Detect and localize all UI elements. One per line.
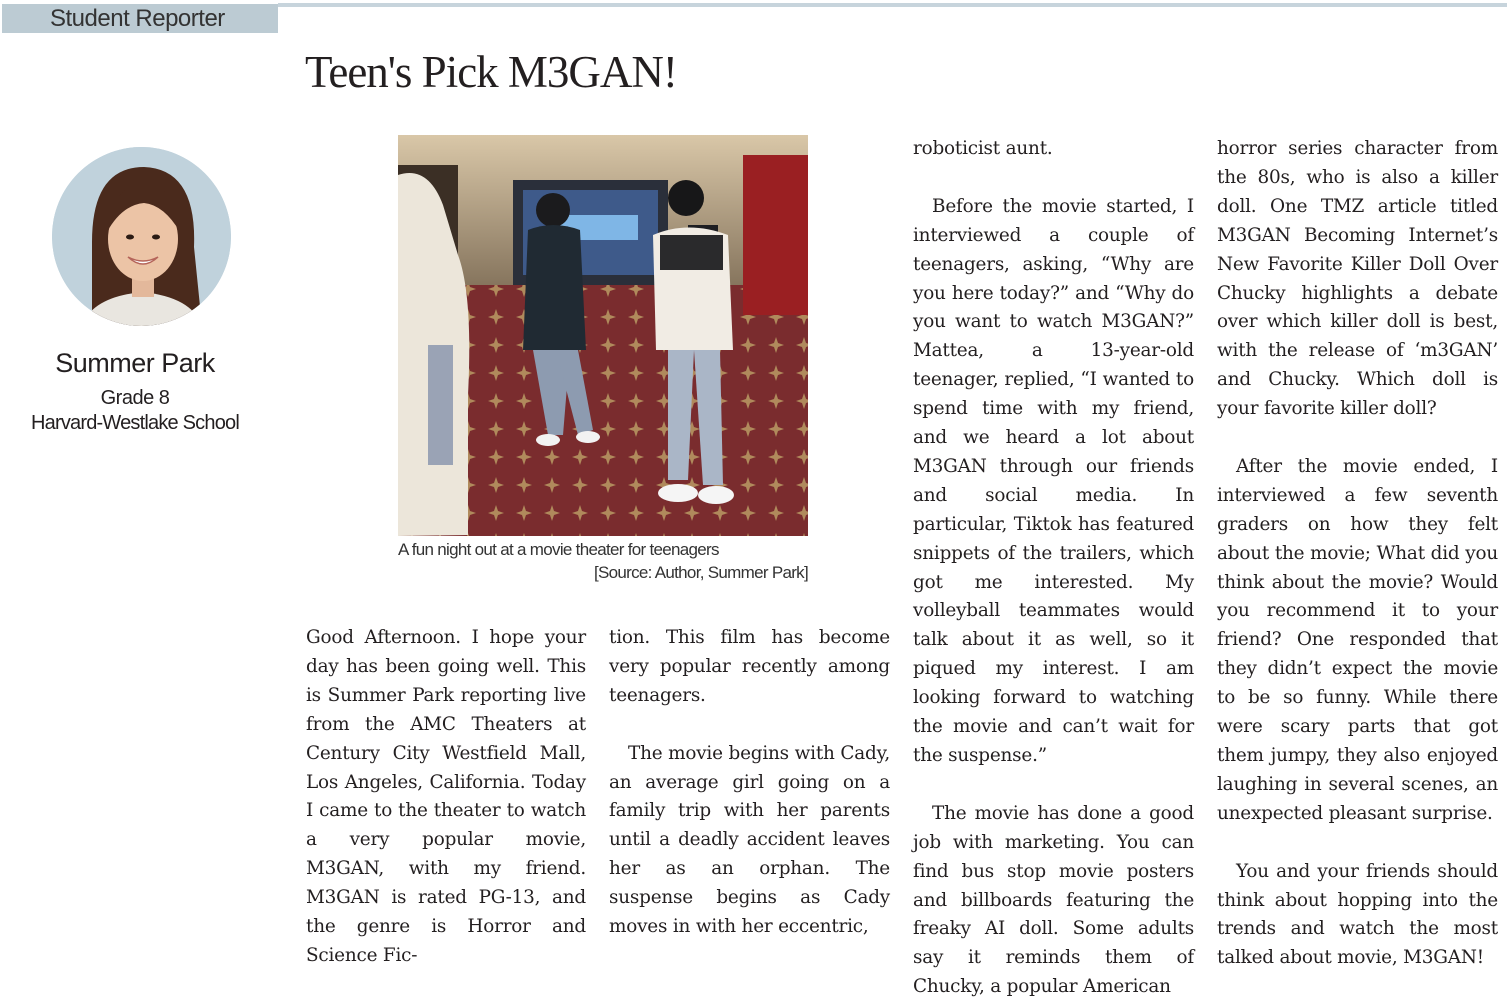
article-column-3 [913,135,1194,1002]
author-grade: Grade 8 [100,387,170,409]
author-school: Harvard-Westlake School [31,412,239,434]
paragraph: The movie begins with Cady, an average girl going on a family trip with her parents until a deadly accident leaves her as an orphan. The suspense begins as Cady moves in with her eccentric, [609,742,890,938]
author-portrait-icon [52,147,231,326]
author-avatar [52,147,231,326]
paragraph: After the movie ended, I interviewed a few seventh graders on how they felt about the movie; What did you think about the movie? Would you recommend it to your friend? One responded that they didn’t expect the movie to be so funny. While there were scary parts that got them jumpy, they also enjoyed laughing in several scenes, an unexpected pleasant surprise. [1217,455,1498,824]
photo-caption [398,540,808,583]
paragraph: You and your friends should think about hopping into the trends and watch the most talked about movie, M3GAN! [1217,860,1498,969]
paragraph: Before the movie started, I interviewed a couple of teenagers, asking, “Why are you here today?” and “Why do you want to watch M3GAN?” Mattea, a 13-year-old teenager, replied, “I wanted to spend time with my friend, and we heard a lot about M3GAN through our friends and social media. In particular, Tiktok has featured snippets of the trailers, which got me interested. My volleyball teammates would talk about it as well, so it piqued my interest. I am looking forward to watching the movie and can’t wait for the suspense.” [913,195,1194,767]
paragraph: The movie has done a good job with marketing. You can find bus stop movie posters and billboards featuring the freaky AI doll. Some adults say it reminds them of Chucky, a popular American [913,802,1194,998]
caption-source: [Source: Author, Summer Park] [593,563,808,582]
header-rule [278,3,1507,7]
article-headline: Teen's Pick M3GAN! [305,47,677,97]
article-photo [398,135,808,536]
movie-theater-photo-icon [398,135,808,536]
paragraph: Good Afternoon. I hope your day has been going well. This is Summer Park reporting live from the AMC Theaters at Century City Westfield Mall, Los Angeles, California. Today I came to the theater to watch a very popular movie, M3GAN, with my friend. M3GAN is rated PG-13, and the genre is Horror and Science Fic- [306,627,586,966]
section-tab [2,4,278,33]
section-label: Student Reporter [50,5,225,32]
author-name: Summer Park [55,348,215,378]
article-column-4 [1217,135,1498,973]
caption-text: A fun night out at a movie theater for teenagers [398,540,719,559]
article-column-2 [609,624,890,942]
article-column-1 [306,624,586,971]
paragraph: roboticist aunt. [913,138,1053,159]
paragraph: tion. This film has become very popular recently among teenagers. [609,627,890,706]
paragraph: horror series character from the 80s, who is also a killer doll. One TMZ article titled M3GAN Becoming Internet’s New Favorite Killer Doll Over Chucky highlights a debate over which killer doll is best, with the release of ‘m3GAN’ and Chucky. Which doll is your favorite killer doll? [1217,138,1498,420]
